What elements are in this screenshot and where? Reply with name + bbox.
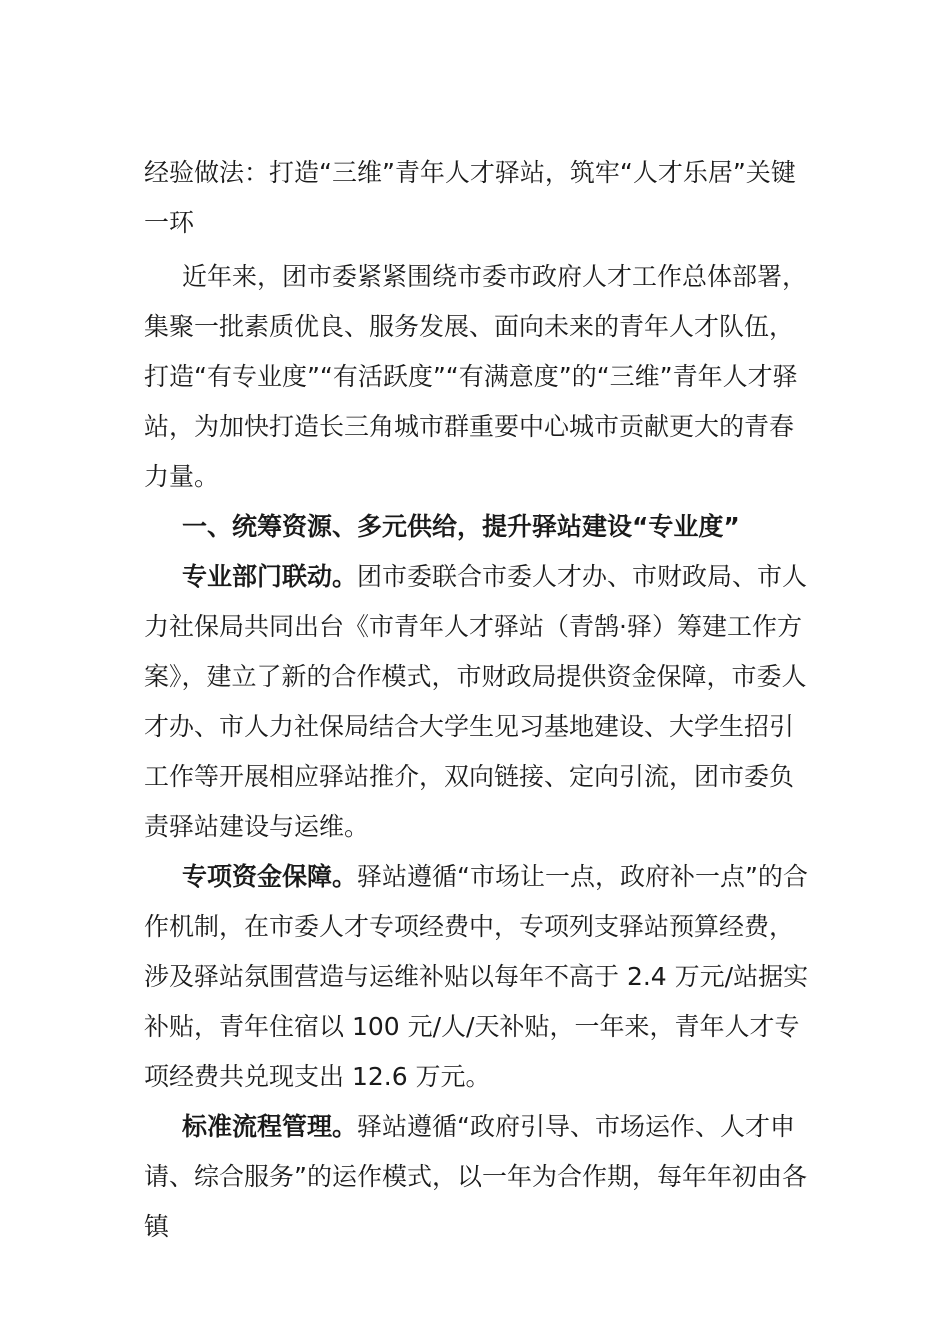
paragraph-lead: 专项资金保障。 [182,862,358,891]
intro-paragraph: 近年来，团市委紧紧围绕市委市政府人才工作总体部署，集聚一批素质优良、服务发展、面向未来的青年人才队伍，打造“有专业度”“有活跃度”“有满意度”的“三维”青年人才驿站，为加快打造长三角城市群重要中心城市贡献更大的青春力量。 [144,262,808,491]
paragraph-lead: 标准流程管理。 [182,1112,358,1141]
paragraph-department-linkage [144,552,816,852]
document-page [144,148,816,1252]
paragraph-body: 驿站遵循“市场让一点，政府补一点”的合作机制，在市委人才专项经费中，专项列支驿站预算经费，涉及驿站氛围营造与运维补贴以每年不高于 2.4 万元/站据实补贴，青年住宿以 100 元/人/天补贴，一年来，青年人才专项经费共兑现支出 12.6 万元。 [144,862,809,1091]
paragraph-standard-process [144,1102,816,1252]
paragraph-body: 驿站遵循“政府引导、市场运作、人才申请、综合服务”的运作模式，以一年为合作期，每年年初由各镇 [144,1112,807,1241]
paragraph-lead: 专业部门联动。 [182,562,358,591]
paragraph-body: 团市委联合市委人才办、市财政局、市人力社保局共同出台《市青年人才驿站（青鹄·驿）筹建工作方案》，建立了新的合作模式，市财政局提供资金保障，市委人才办、市人力社保局结合大学生见习基地建设、大学生招引工作等开展相应驿站推介，双向链接、定向引流，团市委负责驿站建设与运维。 [144,562,808,841]
document-title: 经验做法：打造“三维”青年人才驿站，筑牢“人才乐居”关键一环 [144,158,796,237]
paragraph-special-funds [144,852,816,1102]
section-heading: 一、统筹资源、多元供给，提升驿站建设“专业度” [182,512,740,541]
